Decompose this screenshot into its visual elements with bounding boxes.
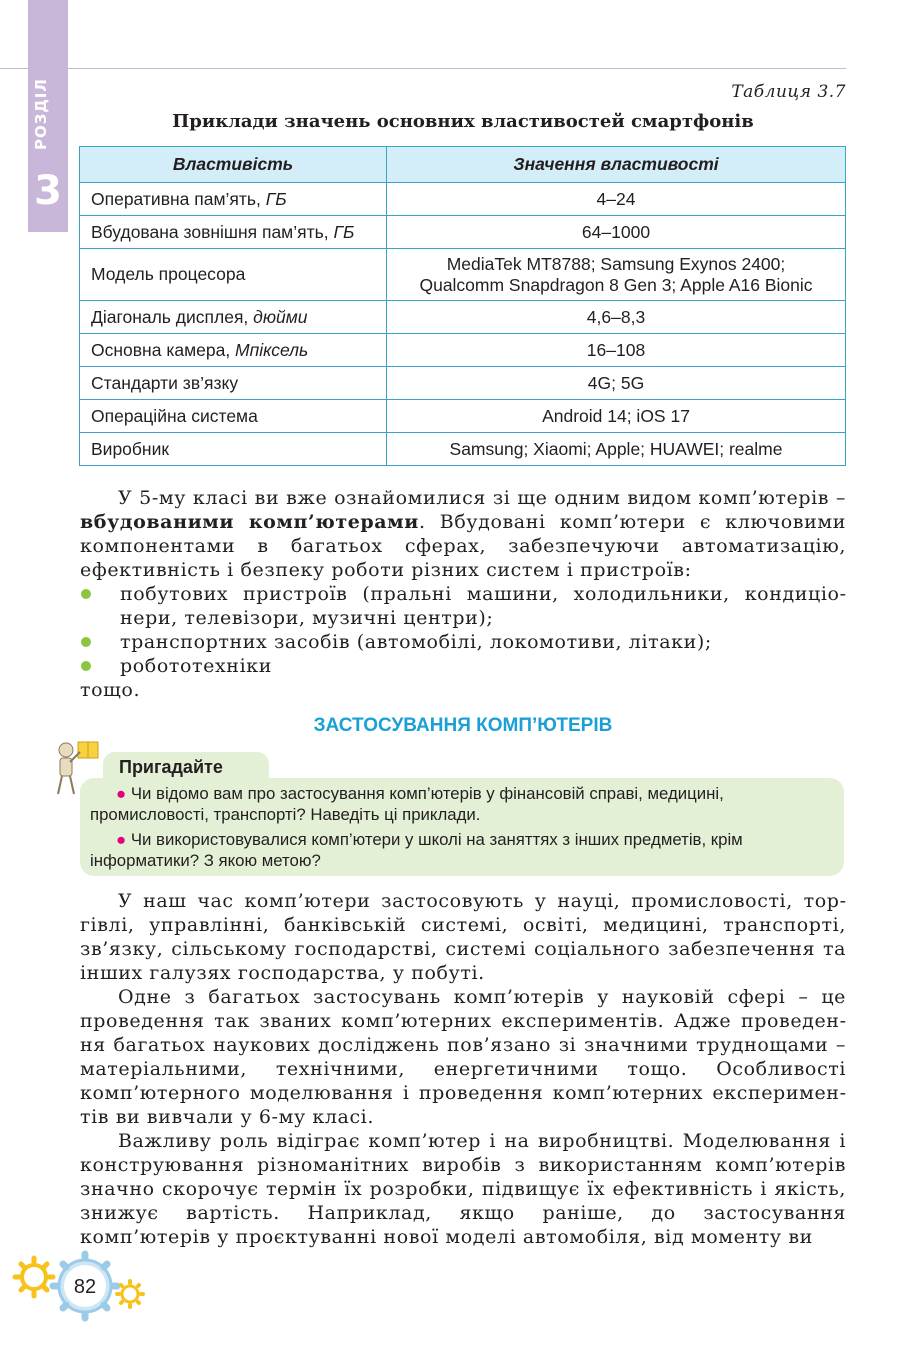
list-tail: тощо. — [80, 679, 141, 701]
table-row — [80, 400, 846, 433]
header-property: Властивість — [80, 147, 387, 183]
header-value: Значення властивості — [387, 147, 846, 183]
recall-question: ● Чи використовувалися комп’ютери у школі на заняттях з інших предметів, крім інформатики? З якою метою? — [90, 830, 743, 870]
table-row — [80, 367, 846, 400]
row-value: Android 14; iOS 17 — [387, 400, 846, 433]
list-item: транспортних засобів (автомобілі, локомотиви, літаки); — [80, 630, 846, 654]
pink-bullet-icon: ● — [116, 830, 127, 849]
table-row — [80, 334, 846, 367]
table-row — [80, 301, 846, 334]
table-row — [80, 249, 846, 301]
row-property: Стандарти зв’язку — [80, 367, 387, 400]
recall-title: Пригадайте — [119, 757, 223, 777]
paragraph: У наш час комп’ютери застосовують у науці, промисловості, торгівлі, управлінні, банківській системі, освіті, медицині, транспорті, зв’язку, сільському господарстві, системі соціального забезпечення та інших галузях господарства, у побуті. — [80, 890, 846, 984]
table-header-row — [80, 147, 846, 183]
intro-paragraph: У 5-му класі ви вже ознайомилися зі ще одним видом комп’ютерів – вбудованими комп’ютерами. Вбудовані комп’ютери є ключовими компонентами в багатьох сферах, забезпечуючи автоматизацію, ефективність і безпеку роботи різних систем і пристроїв: — [80, 487, 847, 581]
table-number: Таблиця 3.7 — [731, 82, 846, 102]
row-property: Діагональ дисплея, дюйми — [80, 301, 387, 334]
pink-bullet-icon: ● — [116, 784, 127, 803]
table-row — [80, 216, 846, 249]
recall-question: ● Чи відомо вам про застосування комп’ютерів у фінансовій справі, медицині, промисловості, транспорті? Наведіть ці приклади. — [90, 784, 724, 824]
row-property: Основна камера, Мпіксель — [80, 334, 387, 367]
list-item: робототехніки — [80, 654, 846, 678]
bullet-dot-icon — [81, 661, 91, 671]
row-value: Samsung; Xiaomi; Apple; HUAWEI; realme — [387, 433, 846, 466]
chapter-number: 3 — [34, 168, 62, 214]
row-value: 4,6–8,3 — [387, 301, 846, 334]
paragraph: Важливу роль відіграє комп’ютер і на виробництві. Моделювання і конструювання різноманітних виробів з використанням комп’ютерів значно скорочує термін їх розробки, підвищує їх ефективність і якість, знижує вартість. Наприклад, якщо раніше, до застосування комп’ютерів у проєктуванні нової моделі автомобіля, від моменту ви — [80, 1130, 846, 1248]
row-value: 4–24 — [387, 183, 846, 216]
table-title: Приклади значень основних властивостей смартфонів — [172, 111, 754, 132]
row-value: 64–1000 — [387, 216, 846, 249]
bullet-list — [80, 582, 846, 702]
table-row — [80, 433, 846, 466]
paragraph: Одне з багатьох застосувань комп’ютерів у науковій сфері – це проведення так званих комп’ютерних експериментів. Адже проведення багатьох наукових досліджень пов’язано зі значними труднощами – матеріальними, технічними, енергетичними тощо. Особливості комп’ютерного моделювання і проведення комп’ютерних експериментів ви вивчали у 6-му класі. — [80, 986, 846, 1128]
row-property: Оперативна пам’ять, ГБ — [80, 183, 387, 216]
row-value: 4G; 5G — [387, 367, 846, 400]
row-property: Виробник — [80, 433, 387, 466]
bullet-dot-icon — [81, 589, 91, 599]
properties-table — [79, 146, 846, 466]
row-value: 16–108 — [387, 334, 846, 367]
main-text — [80, 889, 846, 1249]
page-number: 82 — [73, 1276, 97, 1298]
row-property: Вбудована зовнішня пам’ять, ГБ — [80, 216, 387, 249]
table-row — [80, 183, 846, 216]
list-item: побутових пристроїв (пральні машини, холодильники, кондиціонери, телевізори, музичні центри); — [80, 582, 846, 630]
row-value: MediaTek MT8788; Samsung Exynos 2400; Qualcomm Snapdragon 8 Gen 3; Apple A16 Bionic — [387, 249, 846, 301]
chapter-word: РОЗДІЛ — [32, 78, 50, 150]
top-rule — [0, 68, 846, 69]
section-heading: ЗАСТОСУВАННЯ КОМП’ЮТЕРІВ — [313, 715, 613, 736]
bullet-dot-icon — [81, 637, 91, 647]
row-property: Модель процесора — [80, 249, 387, 301]
chapter-tab — [28, 0, 68, 232]
row-property: Операційна система — [80, 400, 387, 433]
